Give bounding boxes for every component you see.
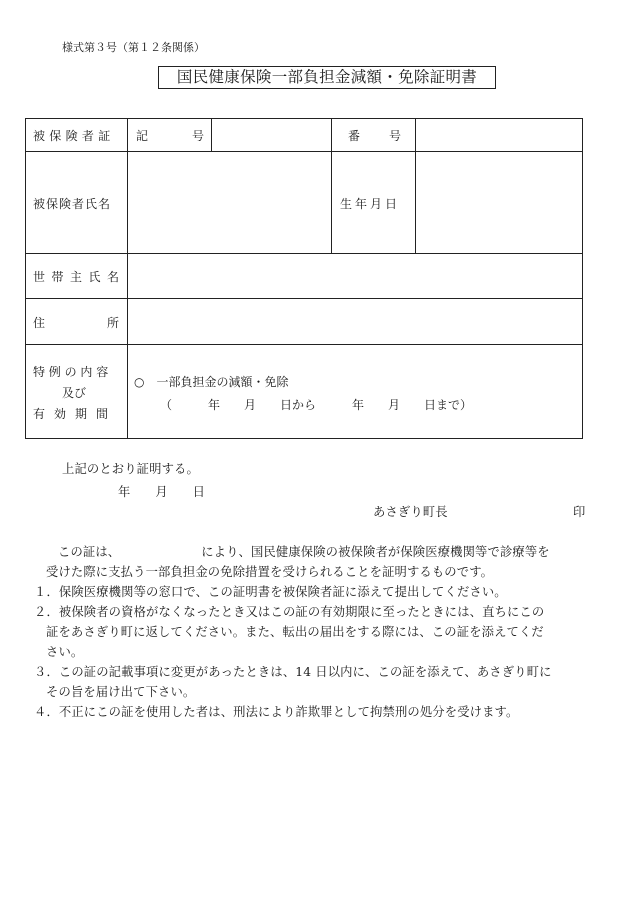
special-label-line3: 有効期間 xyxy=(33,407,118,421)
notes-item-3-line2: その旨を届け出て下さい。 xyxy=(46,685,196,699)
notes-item-2-line2: 証をあさぎり町に返してください。また、転出の届出をする際には、この証を添えてくだ xyxy=(46,625,544,639)
table-border-bottom xyxy=(25,438,583,439)
symbol-suffix: 号 xyxy=(192,129,205,143)
number-value-field[interactable] xyxy=(416,119,582,151)
certification-statement: 上記のとおり証明する。 xyxy=(62,462,199,476)
seal-mark: 印 xyxy=(573,505,586,519)
address-label-char2: 所 xyxy=(107,316,120,330)
notes-item-2-line1: ２．被保険者の資格がなくなったとき又はこの証の有効期限に至ったときには、直ちにこの xyxy=(34,605,545,619)
number-label-char1: 番 xyxy=(348,129,361,143)
special-label-line2: 及び xyxy=(62,386,87,400)
notes-intro-line1: この証は、 により、国民健康保険の被保険者が保険医療機関等で診療等を xyxy=(58,545,550,559)
notes-item-2-line3: さい。 xyxy=(46,645,84,659)
notes-item-4: ４．不正にこの証を使用した者は、刑法により詐欺罪として拘禁刑の処分を受けます。 xyxy=(34,705,519,719)
special-option-checkbox[interactable]: ○ 一部負担金の減額・免除 xyxy=(134,375,289,389)
householder-field[interactable] xyxy=(128,254,582,298)
householder-label: 世帯主氏名 xyxy=(33,270,126,284)
address-label-char1: 住 xyxy=(33,316,46,330)
column-divider xyxy=(331,118,332,254)
page-title: 国民健康保険一部負担金減額・免除証明書 xyxy=(158,66,496,89)
insured-name-field[interactable] xyxy=(128,152,331,253)
number-label-char2: 号 xyxy=(389,129,402,143)
special-label-line1: 特例の内容 xyxy=(33,365,113,379)
notes-item-3-line1: ３．この証の記載事項に変更があったときは、14 日以内に、この証を添えて、あさぎり町に xyxy=(34,665,552,679)
table-border-right xyxy=(582,118,583,439)
notes-intro-line2: 受けた際に支払う一部負担金の免除措置を受けられることを証明するものです。 xyxy=(46,565,494,579)
certification-date: 年 月 日 xyxy=(118,485,206,499)
row-divider xyxy=(25,344,583,345)
symbol-value-field[interactable] xyxy=(212,119,330,151)
issuer-name: あさぎり町長 xyxy=(373,505,448,519)
notes-item-1: １．保険医療機関等の窓口で、この証明書を被保険者証に添えて提出してください。 xyxy=(34,585,507,599)
validity-period: （ 年 月 日から 年 月 日まで） xyxy=(160,398,473,412)
form-number: 様式第３号（第１２条関係） xyxy=(62,41,205,54)
birthdate-label: 生年月日 xyxy=(340,197,401,211)
table-border-left xyxy=(25,118,26,439)
insured-name-label: 被保険者氏名 xyxy=(33,197,112,211)
birthdate-field[interactable] xyxy=(416,152,582,253)
symbol-label: 記 xyxy=(136,129,149,143)
insured-cert-label: 被保険者証 xyxy=(33,129,115,143)
address-field[interactable] xyxy=(128,299,582,344)
